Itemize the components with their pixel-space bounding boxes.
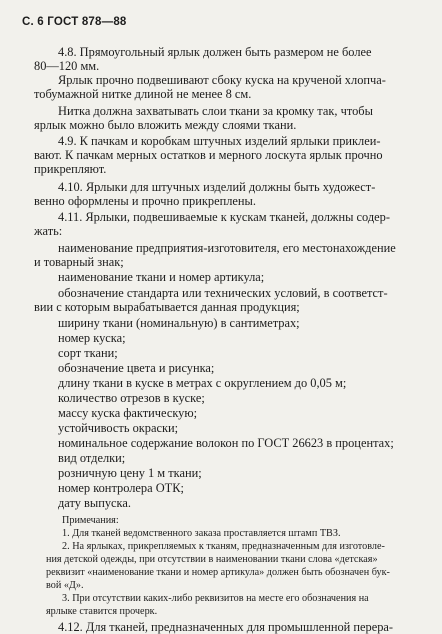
text-line: количество отрезов в куске; xyxy=(58,391,205,405)
text-line: массу куска фактическую; xyxy=(58,406,198,420)
note-line: 3. При отсутствии каких-либо реквизитов на месте его обозначения на xyxy=(62,593,369,604)
text-line: дату выпуска. xyxy=(58,496,131,510)
note-line: 1. Для тканей ведомственного заказа проставляется штамп ТВЗ. xyxy=(62,528,341,539)
note-line: ярлыке ставится прочерк. xyxy=(46,606,158,617)
text-line: жать: xyxy=(34,224,63,238)
text-line: и товарный знак; xyxy=(34,255,124,269)
text-line: 80—120 мм. xyxy=(34,59,100,73)
text-line: наименование ткани и номер артикула; xyxy=(58,270,265,284)
notes-heading: Примечания: xyxy=(62,515,119,526)
text-line: ширину ткани (номинальную) в сантиметрах; xyxy=(58,316,300,330)
text-line: венно оформлены и прочно прикреплены. xyxy=(34,194,256,208)
text-line: длину ткани в куске в метрах с округлением до 0,05 м; xyxy=(58,376,347,390)
text-line: сорт ткани; xyxy=(58,346,118,360)
note-line: ния детской одежды, при отсутствии в наименовании ткани слова «детская» xyxy=(46,554,378,565)
text-line: 4.12. Для тканей, предназначенных для промышленной перера- xyxy=(58,620,394,634)
text-line: вид отделки; xyxy=(58,451,126,465)
text-line: обозначение стандарта или технических условий, в соответст- xyxy=(58,286,388,300)
text-line: номинальное содержание волокон по ГОСТ 26623 в процентах; xyxy=(58,436,394,450)
text-line: розничную цену 1 м ткани; xyxy=(58,466,202,480)
text-line: вии с которым вырабатывается данная продукция; xyxy=(34,300,300,314)
text-line: номер куска; xyxy=(58,331,126,345)
text-line: Ярлык прочно подвешивают сбоку куска на крученой хлопча- xyxy=(58,73,386,87)
text-line: номер контролера ОТК; xyxy=(58,481,184,495)
text-line: устойчивость окраски; xyxy=(58,421,179,435)
text-line: 4.11. Ярлыки, подвешиваемые к кускам тканей, должны содер- xyxy=(58,210,390,224)
note-line: вой «Д». xyxy=(46,580,84,591)
text-line: ярлык можно было вложить между слоями ткани. xyxy=(34,118,297,132)
text-line: наименование предприятия-изготовителя, его местонахождение xyxy=(58,241,396,255)
text-line: Нитка должна захватывать слои ткани за кромку так, чтобы xyxy=(58,104,373,118)
text-line: 4.9. К пачкам и коробкам штучных изделий ярлыки приклеи- xyxy=(58,134,381,148)
text-line: 4.8. Прямоугольный ярлык должен быть размером не более xyxy=(58,45,372,59)
text-line: тобумажной нитке длиной не менее 8 см. xyxy=(34,87,252,101)
note-line: 2. На ярлыках, прикрепляемых к тканям, предназначенным для изготовле- xyxy=(62,541,385,552)
note-line: реквизит «наименование ткани и номер артикула» должен быть обозначен бук- xyxy=(46,567,390,578)
text-line: прикрепляют. xyxy=(34,162,107,176)
text-line: обозначение цвета и рисунка; xyxy=(58,361,215,375)
page-header: С. 6 ГОСТ 878—88 xyxy=(22,16,127,28)
text-line: вают. К пачкам мерных остатков и мерного лоскута ярлык прочно xyxy=(34,148,383,162)
text-line: 4.10. Ярлыки для штучных изделий должны быть художест- xyxy=(58,180,376,194)
